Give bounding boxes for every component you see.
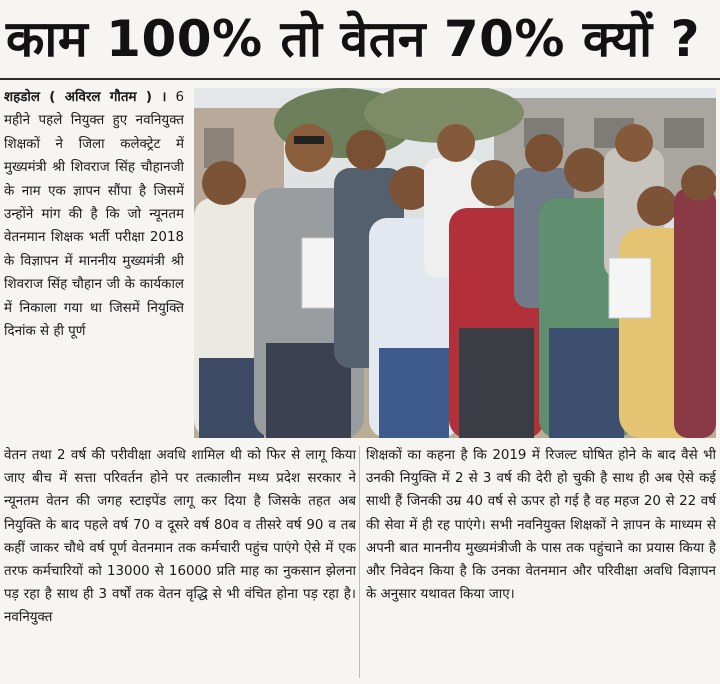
article-dateline: शहडोल ( अविरल गौतम ) ।	[4, 90, 167, 105]
news-photo	[194, 88, 716, 438]
group-photo-illustration	[194, 88, 716, 438]
column-divider	[359, 446, 360, 678]
article-column-1-text: 6 महीने पहले नियुक्त हुए नवनियुक्त शिक्षकों ने जिला कलेक्ट्रेट में मुख्यमंत्री श्री शिवराज सिंह चौहानजी के नाम एक ज्ञापन सौंपा है जिसमें उन्होंने मांग की है कि जो न्यूनतम वेतनमान शिक्षक भर्ती परीक्षा 2018 के विज्ञापन में माननीय मुख्यमंत्री श्री शिवराज सिंह चौहान जी के कार्यकाल में निकाला गया था जिसमें नियुक्ति दिनांक से ही पूर्ण	[4, 90, 184, 340]
article-column-2: वेतन तथा 2 वर्ष की परीवीक्षा अवधि शामिल थी को फिर से लागू किया जाए बीच में सत्ता परिवर्तन होने पर तत्कालीन मध्य प्रदेश सरकार ने न्यूनतम वेतन की जगह स्टाइपेंड लागू कर दिया है जिसके तहत अब नियुक्ति के बाद पहले वर्ष 70 व दूसरे वर्ष 80व व तीसरे वर्ष 90 व तब कहीं जाकर चौथे वर्ष पूर्ण वेतनमान तक कर्मचारी पहुंच पाएंगे ऐसे में एक तरफ कर्मचारियों को 13000 से 16000 प्रति माह का नुकसान झेलना पड़ रहा है साथ ही 3 वर्षों तक वेतन वृद्धि से भी वंचित होना पड़ रहा है। नवनियुक्त	[4, 448, 356, 626]
article-column-1	[4, 86, 184, 436]
article-column-3: शिक्षकों का कहना है कि 2019 में रिजल्ट घोषित होने के बाद वैसे भी उनकी नियुक्ति में 2 से 3 वर्ष की देरी हो चुकी है साथ ही अब ऐसे कई साथी हैं जिनकी उम्र 40 वर्ष से ऊपर हो गई है वह महज 20 से 22 वर्ष की सेवा में ही रह पाएंगे। सभी नवनियुक्त शिक्षकों ने ज्ञापन के माध्यम से अपनी बात माननीय मुख्यमंत्रीजी के पास तक पहुंचाने का प्रयास किया है और निवेदन किया है कि उनका वेतनमान और परिवीक्षा अवधि विज्ञापन के अनुसार यथावत किया जाए।	[366, 448, 716, 603]
headline: काम 100% तो वेतन 70% क्यों ?	[6, 10, 701, 68]
headline-rule	[0, 78, 720, 80]
